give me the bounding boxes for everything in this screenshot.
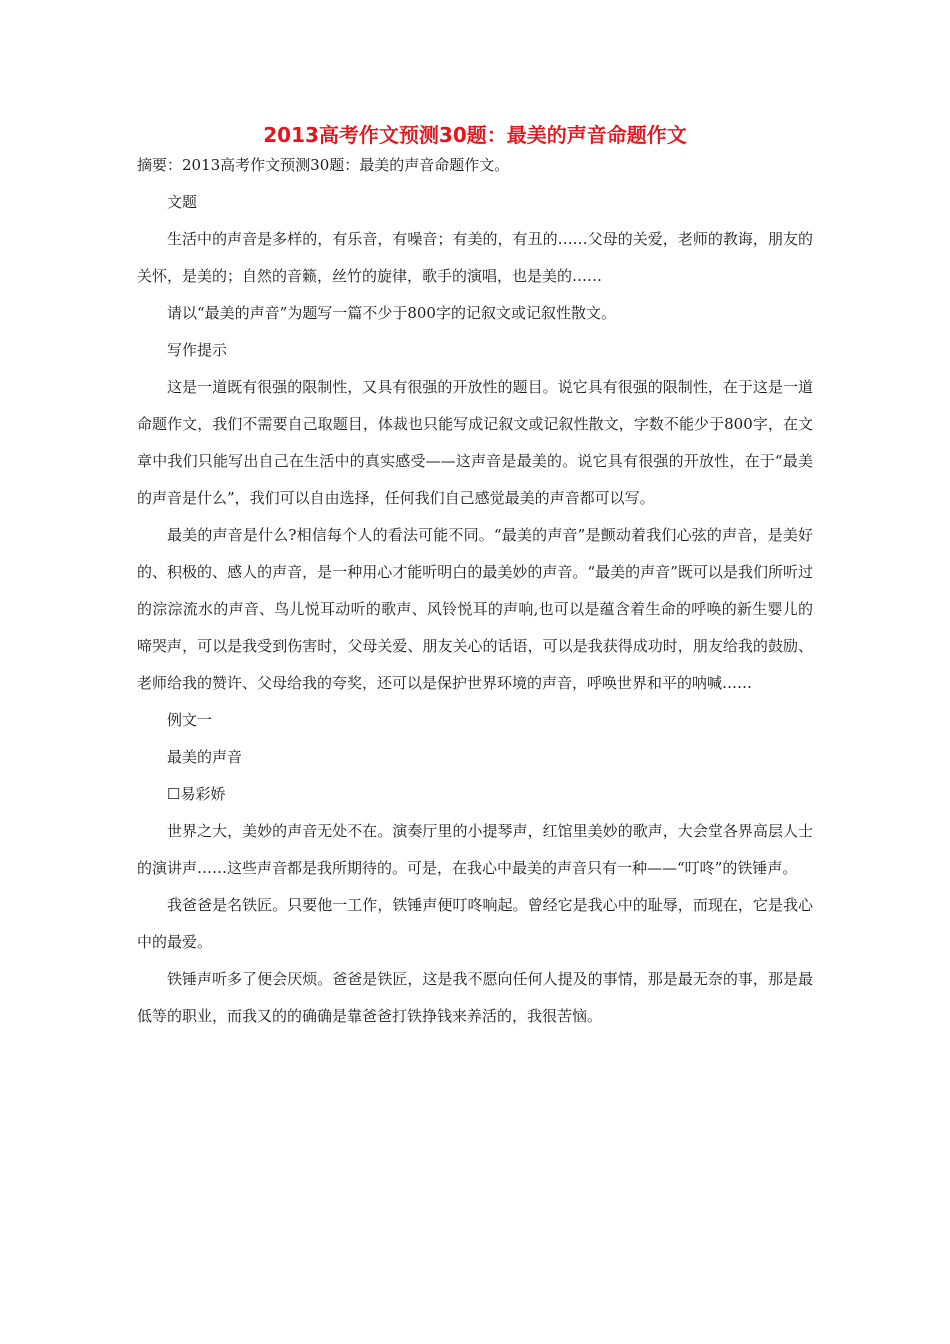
paragraph-prompt-body: 生活中的声音是多样的，有乐音，有噪音；有美的，有丑的……父母的关爱，老师的教诲，朋友的关怀，是美的；自然的音籁，丝竹的旋律，歌手的演唱，也是美的…… xyxy=(137,230,813,285)
document-page xyxy=(137,118,813,1035)
paragraph-prompt-task: 请以“最美的声音”为题写一篇不少于800字的记叙文或记叙性散文。 xyxy=(167,304,616,322)
document-title: 2013高考作文预测30题：最美的声音命题作文 xyxy=(263,123,687,147)
section-heading-prompt: 文题 xyxy=(167,193,198,211)
example-paragraph-3: 铁锤声听多了便会厌烦。爸爸是铁匠，这是我不愿向任何人提及的事情，那是最无奈的事，那是最低等的职业，而我又的的确确是靠爸爸打铁挣钱来养活的，我很苦恼。 xyxy=(137,970,813,1025)
example-title: 最美的声音 xyxy=(167,748,243,766)
example-author: ☐易彩娇 xyxy=(167,785,226,803)
paragraph-tips-2: 最美的声音是什么?相信每个人的看法可能不同。“最美的声音”是颤动着我们心弦的声音，是美好的、积极的、感人的声音，是一种用心才能听明白的最美妙的声音。“最美的声音”既可以是我们所听过的淙淙流水的声音、鸟儿悦耳动听的歌声、风铃悦耳的声响,也可以是蕴含着生命的呼唤的新生婴儿的啼哭声，可以是我受到伤害时，父母关爱、朋友关心的话语，可以是我获得成功时，朋友给我的鼓励、老师给我的赞许、父母给我的夸奖，还可以是保护世界环境的声音，呼唤世界和平的呐喊…… xyxy=(137,526,813,692)
section-heading-tips: 写作提示 xyxy=(167,341,228,359)
document-summary: 摘要：2013高考作文预测30题：最美的声音命题作文。 xyxy=(137,156,510,174)
example-paragraph-2: 我爸爸是名铁匠。只要他一工作，铁锤声便叮咚响起。曾经它是我心中的耻辱，而现在，它是我心中的最爱。 xyxy=(137,896,813,951)
example-paragraph-1: 世界之大，美妙的声音无处不在。演奏厅里的小提琴声，红馆里美妙的歌声，大会堂各界高层人士的演讲声……这些声音都是我所期待的。可是，在我心中最美的声音只有一种——“叮咚”的铁锤声。 xyxy=(137,822,813,877)
paragraph-tips-1: 这是一道既有很强的限制性，又具有很强的开放性的题目。说它具有很强的限制性，在于这是一道命题作文，我们不需要自己取题目，体裁也只能写成记叙文或记叙性散文，字数不能少于800字，在文章中我们只能写出自己在生活中的真实感受——这声音是最美的。说它具有很强的开放性，在于“最美的声音是什么”，我们可以自由选择，任何我们自己感觉最美的声音都可以写。 xyxy=(137,378,813,507)
section-heading-example: 例文一 xyxy=(167,711,213,729)
